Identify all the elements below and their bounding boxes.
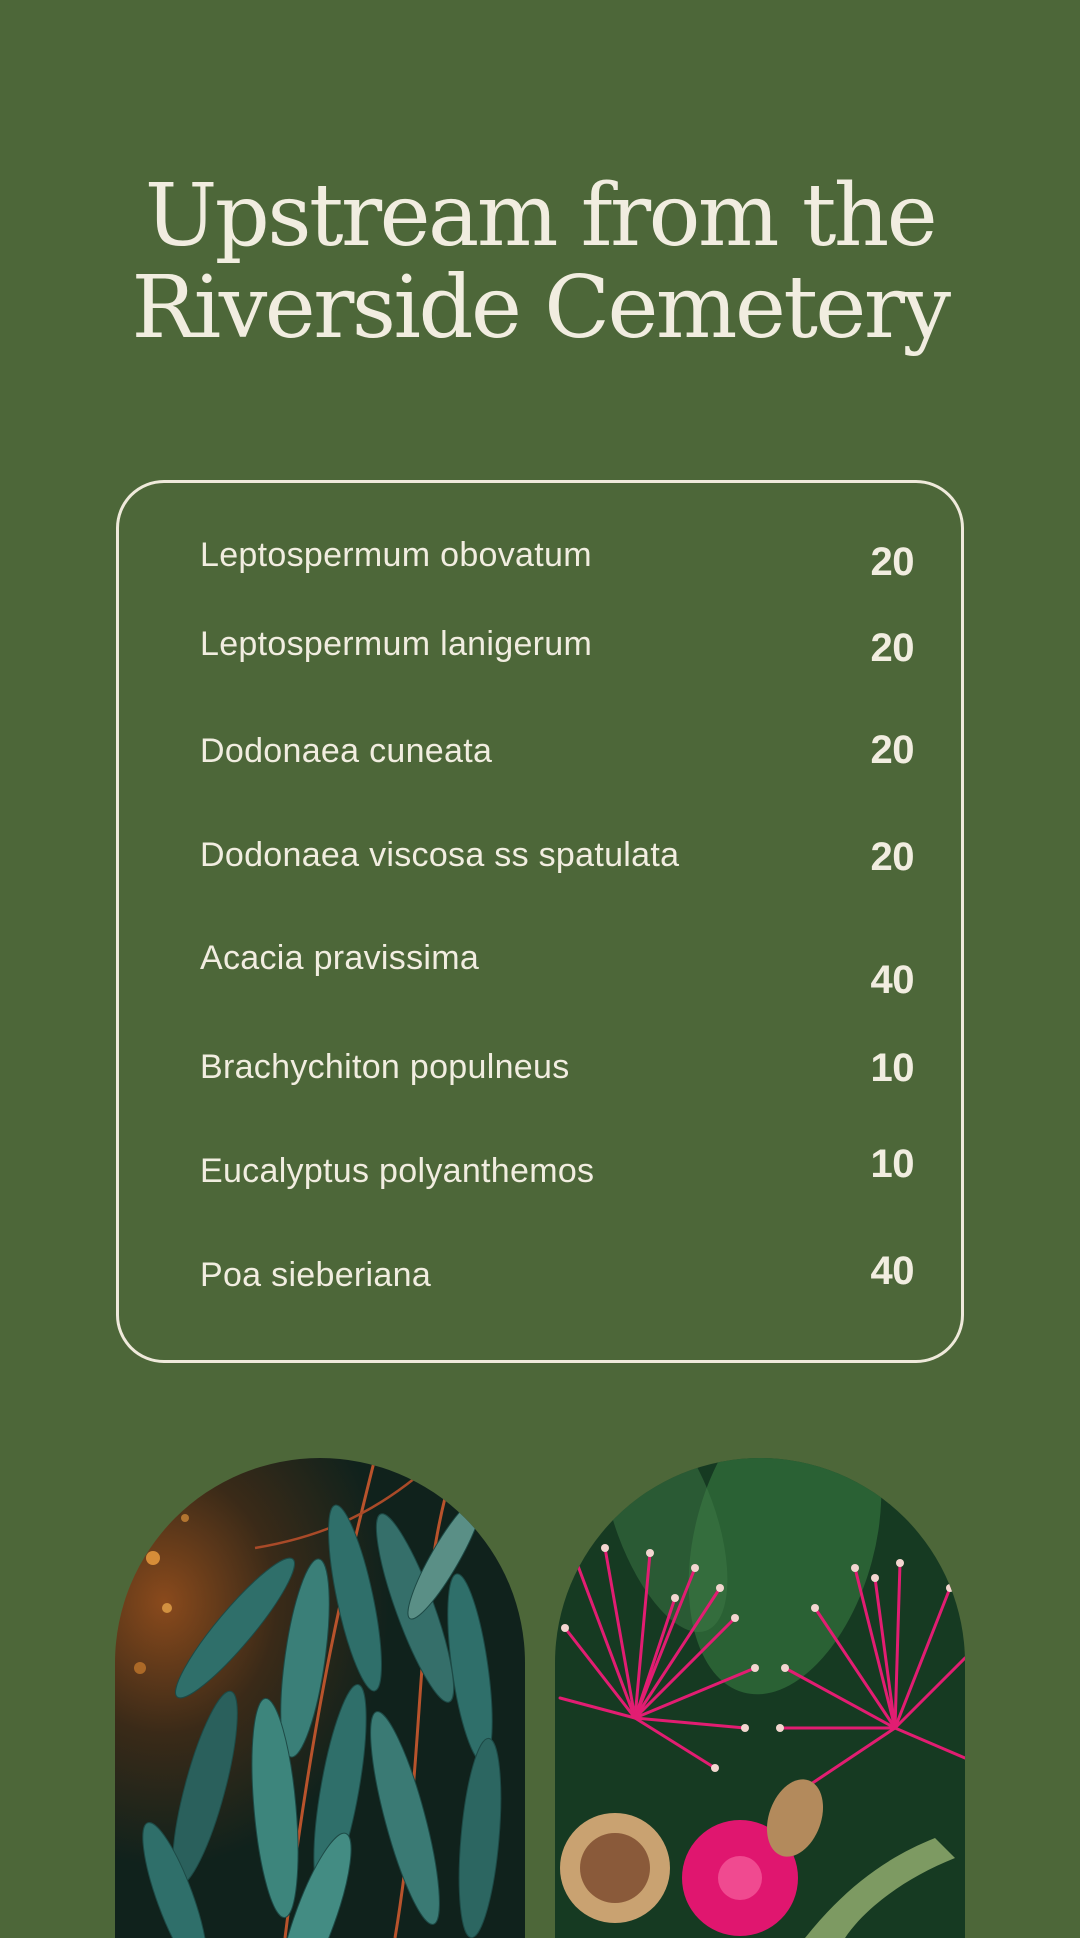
title-line-1: Upstream from the bbox=[144, 166, 936, 266]
species-name: Dodonaea cuneata bbox=[200, 732, 493, 770]
title-line-2: Riverside Cemetery bbox=[131, 258, 949, 358]
pink-blossom-illustration bbox=[555, 1458, 965, 1938]
species-quantity: 20 bbox=[870, 540, 914, 584]
pink-blossom-image bbox=[555, 1458, 965, 1938]
species-quantity: 10 bbox=[870, 1046, 914, 1090]
eucalyptus-leaves-image bbox=[115, 1458, 525, 1938]
species-quantity: 20 bbox=[870, 728, 914, 772]
page-title bbox=[0, 166, 1080, 358]
species-quantity: 40 bbox=[870, 958, 914, 1002]
species-name: Brachychiton populneus bbox=[200, 1048, 570, 1086]
species-name: Acacia pravissima bbox=[200, 939, 480, 977]
species-name: Leptospermum obovatum bbox=[200, 536, 592, 574]
species-quantity: 20 bbox=[870, 626, 914, 670]
species-quantity: 20 bbox=[870, 835, 914, 879]
eucalyptus-leaves-illustration bbox=[115, 1458, 525, 1938]
species-name: Leptospermum lanigerum bbox=[200, 625, 593, 663]
species-name: Dodonaea viscosa ss spatulata bbox=[200, 836, 680, 874]
species-quantity: 40 bbox=[870, 1249, 914, 1293]
species-quantity: 10 bbox=[870, 1142, 914, 1186]
species-list-card bbox=[116, 480, 964, 1363]
species-name: Poa sieberiana bbox=[200, 1256, 432, 1294]
species-name: Eucalyptus polyanthemos bbox=[200, 1152, 595, 1190]
